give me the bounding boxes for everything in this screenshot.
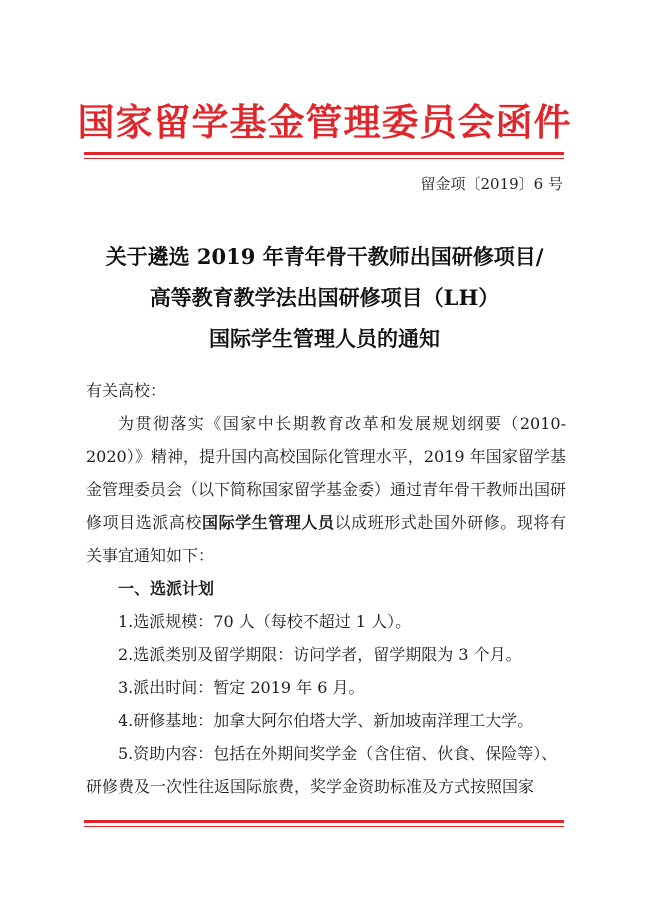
plan-item-funding: 5.资助内容：包括在外期间奖学金（含住宿、伙食、保险等）、: [118, 744, 558, 763]
notice-title: [60, 236, 589, 359]
notice-title-line-3: 国际学生管理人员的通知: [209, 326, 440, 351]
plan-item-funding-continued: 研修费及一次性往返国际旅费，奖学金资助标准及方式按照国家: [86, 777, 535, 796]
letterhead-rule-thick: [84, 152, 564, 155]
plan-item-category: 2.选派类别及留学期限：访问学者，留学期限为 3 个月。: [118, 645, 522, 664]
plan-item-base: 4.研修基地：加拿大阿尔伯塔大学、新加坡南洋理工大学。: [118, 711, 534, 730]
section-heading-plan: 一、选派计划: [118, 579, 215, 598]
notice-title-line-2: 高等教育教学法出国研修项目（LH）: [149, 285, 500, 310]
intro-paragraph: [86, 407, 566, 572]
plan-item-departure: 3.派出时间：暂定 2019 年 6 月。: [118, 678, 365, 697]
letterhead-rule-thin: [84, 158, 564, 159]
letterhead-title: 国家留学基金管理委员会函件: [77, 100, 572, 144]
intro-text-end: 以成班形式赴国外研修。现将有关事宜通知如下：: [86, 513, 566, 565]
document-number: 留金项〔2019〕6 号: [420, 175, 563, 193]
footer-rule-thin: [84, 826, 564, 827]
salutation: 有关高校：: [86, 381, 167, 400]
document-body: [86, 374, 566, 803]
plan-item-scale: 1.选派规模：70 人（每校不超过 1 人）。: [118, 612, 412, 631]
notice-title-line-1: 关于遴选 2019 年青年骨干教师出国研修项目/: [105, 244, 544, 269]
footer-rule-thick: [84, 820, 564, 823]
intro-text-start: 为贯彻落实《国家中长期教育改革和发展规划纲要（2010-2020）》精神，提升国内高校国际化管理水平，2019 年国家留学基金管理委员会（以下简称国家留学基金委）通过青年骨干教师出国研修项目选派高校: [86, 414, 567, 532]
intro-emphasis: 国际学生管理人员: [202, 513, 335, 532]
